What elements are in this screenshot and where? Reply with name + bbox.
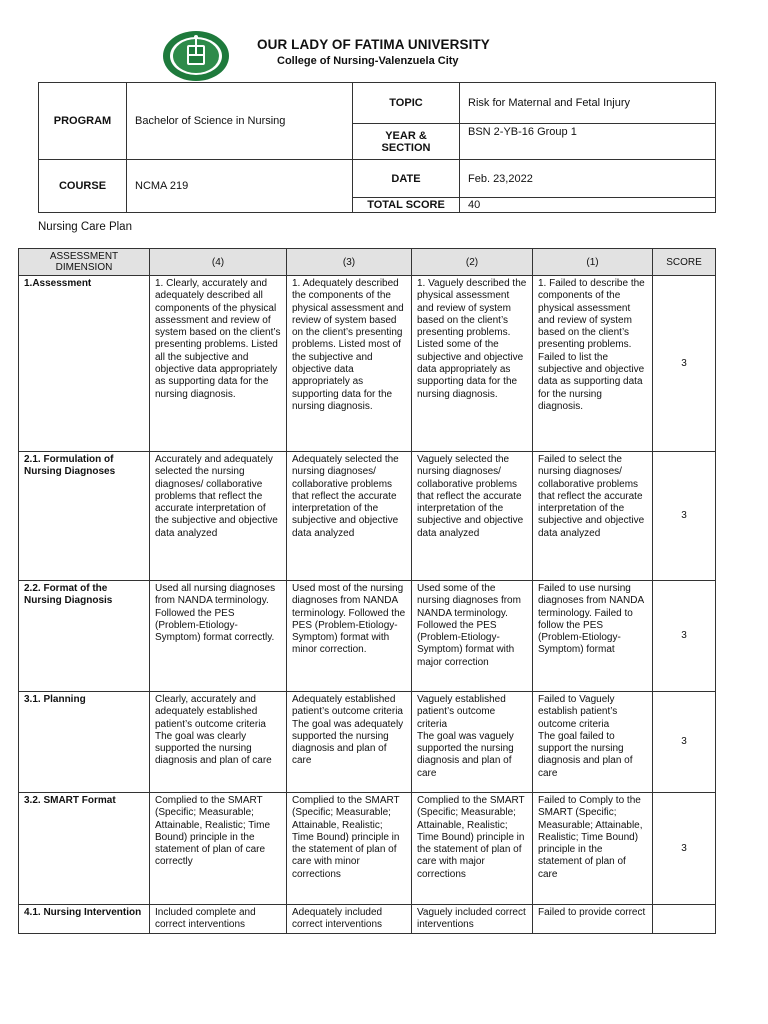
table-row <box>19 452 716 581</box>
score-cell: 3 <box>653 581 716 692</box>
criteria-cell: Complied to the SMART (Specific; Measurable; Attainable, Realistic; Time Bound) principle in the statement of plan of care correctly <box>150 793 287 905</box>
header-score: SCORE <box>653 249 716 276</box>
criteria-cell: Vaguely included correct interventions <box>412 905 533 934</box>
score-cell <box>653 905 716 934</box>
total-score-label: TOTAL SCORE <box>353 198 460 213</box>
year-section-value: BSN 2-YB-16 Group 1 <box>460 124 716 160</box>
criteria-cell: 1. Clearly, accurately and adequately described all components of the physical assessment and review of system based on the client’s presenting problems. Listed all the subjective and objective data appropriately as supporting data for the nursing diagnosis. <box>150 276 287 452</box>
score-cell: 3 <box>653 692 716 793</box>
criteria-cell: Failed to use nursing diagnoses from NANDA terminology. Failed to follow the PES (Problem-Etiology-Symptom) format <box>533 581 653 692</box>
score-cell: 3 <box>653 793 716 905</box>
table-row <box>19 905 716 934</box>
program-label: PROGRAM <box>39 83 127 160</box>
header-level-3: (3) <box>287 249 412 276</box>
header-level-1: (1) <box>533 249 653 276</box>
course-label: COURSE <box>39 160 127 213</box>
table-row <box>19 581 716 692</box>
criteria-cell: Vaguely selected the nursing diagnoses/ collaborative problems that reflect the accurate interpretation of the subjective and objective data analyzed <box>412 452 533 581</box>
dimension-cell: 3.2. SMART Format <box>19 793 150 905</box>
date-value: Feb. 23,2022 <box>460 160 716 198</box>
dimension-cell: 2.1. Formulation of Nursing Diagnoses <box>19 452 150 581</box>
topic-label: TOPIC <box>353 83 460 124</box>
university-name: OUR LADY OF FATIMA UNIVERSITY <box>257 37 490 52</box>
criteria-cell: 1. Adequately described the components of the physical assessment and review of system based on the client’s presenting problems. Listed most of the subjective and objective data appropriately as supporting data for the nursing diagnosis. <box>287 276 412 452</box>
criteria-cell: Adequately selected the nursing diagnoses/ collaborative problems that reflect the accurate interpretation of the subjective and objective data analyzed <box>287 452 412 581</box>
criteria-cell: Used most of the nursing diagnoses from NANDA terminology. Followed the PES (Problem-Etiology-Symptom) format with minor correction. <box>287 581 412 692</box>
dimension-cell: 3.1. Planning <box>19 692 150 793</box>
year-section-label: YEAR & SECTION <box>353 124 460 160</box>
dimension-cell: 1.Assessment <box>19 276 150 452</box>
dimension-cell: 2.2. Format of the Nursing Diagnosis <box>19 581 150 692</box>
topic-value: Risk for Maternal and Fetal Injury <box>460 83 716 124</box>
score-cell: 3 <box>653 452 716 581</box>
rubric-table <box>18 248 716 934</box>
header-level-4: (4) <box>150 249 287 276</box>
criteria-cell: Adequately included correct interventions <box>287 905 412 934</box>
table-row <box>19 276 716 452</box>
criteria-cell: 1. Failed to describe the components of the physical assessment and review of system based on the client’s presenting problems. Failed to list the subjective and objective data as supporting data for the nursing diagnosis. <box>533 276 653 452</box>
criteria-cell: Complied to the SMART (Specific; Measurable; Attainable, Realistic; Time Bound) principle in the statement of plan of care with major corrections <box>412 793 533 905</box>
program-value: Bachelor of Science in Nursing <box>127 83 353 160</box>
total-score-value: 40 <box>460 198 716 213</box>
criteria-cell: Clearly, accurately and adequately established patient’s outcome criteria The goal was clearly supported the nursing diagnosis and plan of care <box>150 692 287 793</box>
score-cell: 3 <box>653 276 716 452</box>
criteria-cell: Included complete and correct interventions <box>150 905 287 934</box>
criteria-cell: Failed to provide correct <box>533 905 653 934</box>
date-label: DATE <box>353 160 460 198</box>
criteria-cell: Complied to the SMART (Specific; Measurable; Attainable, Realistic; Time Bound) principle in the statement of plan of care with minor corrections <box>287 793 412 905</box>
table-row <box>19 692 716 793</box>
criteria-cell: Used all nursing diagnoses from NANDA terminology. Followed the PES (Problem-Etiology-Symptom) format correctly. <box>150 581 287 692</box>
university-seal-logo <box>162 30 230 82</box>
course-value: NCMA 219 <box>127 160 353 213</box>
criteria-cell: Adequately established patient’s outcome criteria The goal was adequately supported the nursing diagnosis and plan of care <box>287 692 412 793</box>
section-title: Nursing Care Plan <box>38 221 132 233</box>
course-info-table <box>38 82 716 213</box>
college-name: College of Nursing-Valenzuela City <box>277 55 459 67</box>
criteria-cell: Used some of the nursing diagnoses from NANDA terminology. Followed the PES (Problem-Etiology-Symptom) format with major correction <box>412 581 533 692</box>
header-dimension: ASSESSMENT DIMENSION <box>19 249 150 276</box>
table-row <box>19 793 716 905</box>
dimension-cell: 4.1. Nursing Intervention <box>19 905 150 934</box>
criteria-cell: Failed to select the nursing diagnoses/ collaborative problems that reflect the accurate interpretation of the subjective and objective data analyzed <box>533 452 653 581</box>
criteria-cell: 1. Vaguely described the physical assessment and review of system based on the client’s presenting problems. Listed some of the subjective and objective data appropriately as supporting data for the nursing diagnosis. <box>412 276 533 452</box>
criteria-cell: Failed to Vaguely establish patient’s outcome criteria The goal failed to support the nursing diagnosis and plan of care <box>533 692 653 793</box>
criteria-cell: Failed to Comply to the SMART (Specific; Measurable; Attainable, Realistic; Time Bound) principle in the statement of plan of care <box>533 793 653 905</box>
criteria-cell: Vaguely established patient’s outcome criteria The goal was vaguely supported the nursing diagnosis and plan of care <box>412 692 533 793</box>
criteria-cell: Accurately and adequately selected the nursing diagnoses/ collaborative problems that reflect the accurate interpretation of the subjective and objective data analyzed <box>150 452 287 581</box>
header-level-2: (2) <box>412 249 533 276</box>
